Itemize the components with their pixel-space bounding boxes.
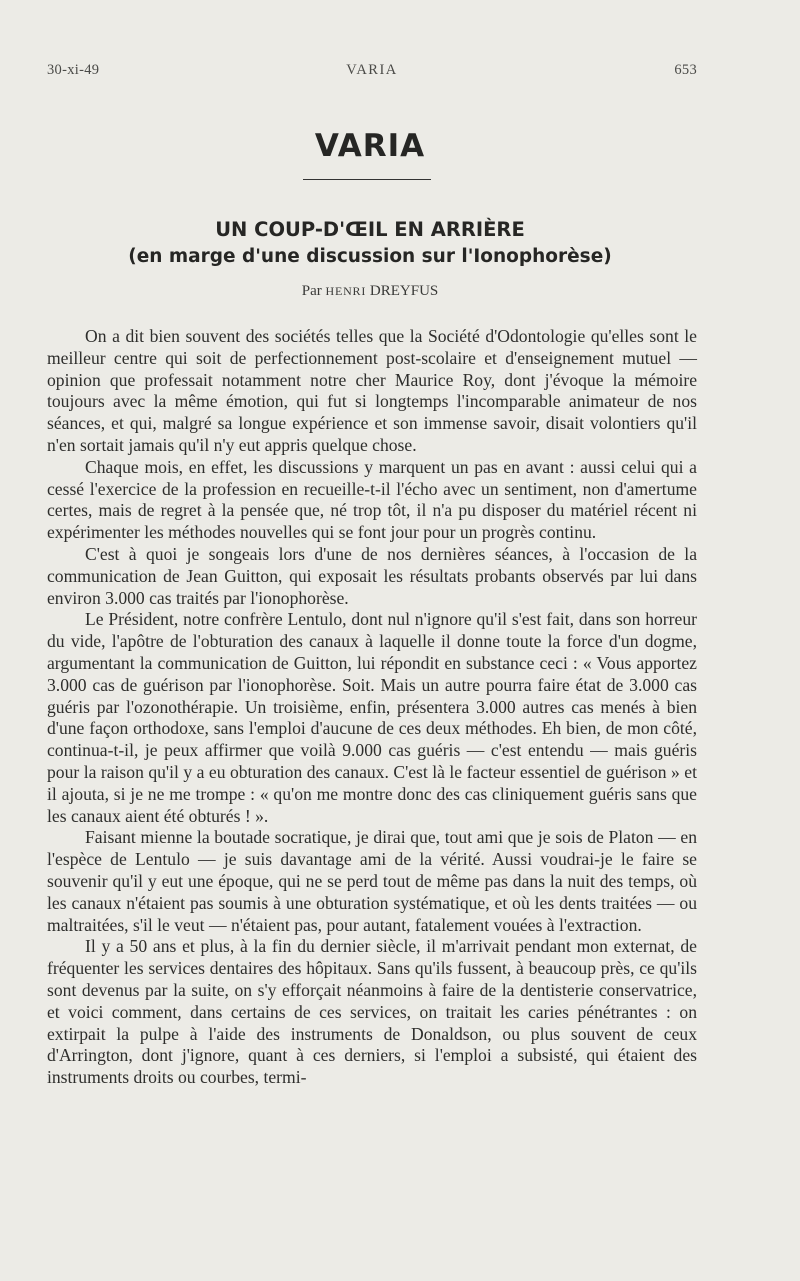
paragraph: On a dit bien souvent des sociétés telles que la Société d'Odontologie qu'elles sont le meilleur centre qui soit de perfectionnement post-scolaire et d'enseignement mutuel — opinion que professait notamment notre cher Maurice Roy, dont j'évoque la mémoire toujours avec la même émotion, qui fut si longtemps l'incomparable animateur de nos séances, et qui, malgré sa longue expérience et son immense savoir, disait volontiers qu'il n'en sortait jamais qu'il n'y eut appris quelque chose. xyxy=(47,326,697,455)
header-page-number: 653 xyxy=(674,62,697,78)
title-divider xyxy=(303,179,431,180)
article-title: UN COUP-D'ŒIL EN ARRIÈRE xyxy=(215,218,525,241)
header-date: 30-xi-49 xyxy=(47,62,100,78)
article-subtitle: (en marge d'une discussion sur l'Ionophorèse) xyxy=(128,246,612,267)
article-body xyxy=(47,326,697,1089)
paragraph: C'est à quoi je songeais lors d'une de nos dernières séances, à l'occasion de la communication de Jean Guitton, qui exposait les résultats probants observés par lui dans environ 3.000 cas traités par l'ionophorèse. xyxy=(47,543,697,608)
paragraph: Faisant mienne la boutade socratique, je dirai que, tout ami que je sois de Platon — en l'espèce de Lentulo — je suis davantage ami de la vérité. Aussi voudrai-je le faire se souvenir qu'il y eut une époque, qui ne se perd tout de même pas dans la nuit des temps, où les canaux n'étaient pas soumis à une obturation systématique, et où les dents traitées — ou maltraitées, s'il le veut — n'étaient pas, pour autant, fatalement vouées à l'extraction. xyxy=(47,827,697,935)
header-section: VARIA xyxy=(346,62,398,78)
running-header xyxy=(47,62,697,84)
paragraph: Le Président, notre confrère Lentulo, dont nul n'ignore qu'il s'est fait, dans son horreur du vide, l'apôtre de l'obturation des canaux à laquelle il donne toute la force d'un dogme, argumentant la communication de Guitton, lui répondit en substance ceci : « Vous apportez 3.000 cas de guérison par l'ionophorèse. Soit. Mais un autre pourra faire état de 3.000 cas guéris par l'ozonothérapie. Un troisième, enfin, présentera 3.000 autres cas menés à bien d'une façon orthodoxe, sans l'emploi d'aucune de ces deux méthodes. Eh bien, de mon côté, continua-t-il, je peux affirmer que voilà 9.000 cas guéris — c'est entendu — mais guéris pour la raison qu'il y a eu obturation des canaux. C'est là le facteur essentiel de guérison » et il ajouta, si je ne me trompe : « qu'on me montre donc des cas cliniquement guéris sans que les canaux aient été obturés ! ». xyxy=(47,609,697,826)
byline-prefix: Par xyxy=(301,283,322,299)
paragraph: Il y a 50 ans et plus, à la fin du dernier siècle, il m'arrivait pendant mon externat, de fréquenter les services dentaires des hôpitaux. Sans qu'ils fussent, à beaucoup près, ce qu'ils sont devenus par la suite, on s'y efforçait néanmoins à faire de la dentisterie conservatrice, et voici comment, dans certains de ces services, on traitait les caries pénétrantes : on extirpait la pulpe à l'aide des instruments de Donaldson, ou plus souvent de ceux d'Arrington, dont j'ignore, quant à ces derniers, si l'emploi a subsisté, qui étaient des instruments droits ou courbes, termi- xyxy=(47,936,697,1088)
author-first-name: HENRI xyxy=(325,284,367,298)
paragraph: Chaque mois, en effet, les discussions y marquent un pas en avant : aussi celui qui a cessé l'exercice de la profession en recueille-t-il l'écho avec un sentiment, non d'amertume certes, mais de regret à la pensée que, né trop tôt, il n'a pu disposer du matériel récent ni expérimenter les méthodes nouvelles qui se font jour pour un progrès continu. xyxy=(47,456,697,543)
byline xyxy=(0,283,740,300)
section-title: VARIA xyxy=(314,128,426,164)
author-last-name: DREYFUS xyxy=(369,283,439,299)
